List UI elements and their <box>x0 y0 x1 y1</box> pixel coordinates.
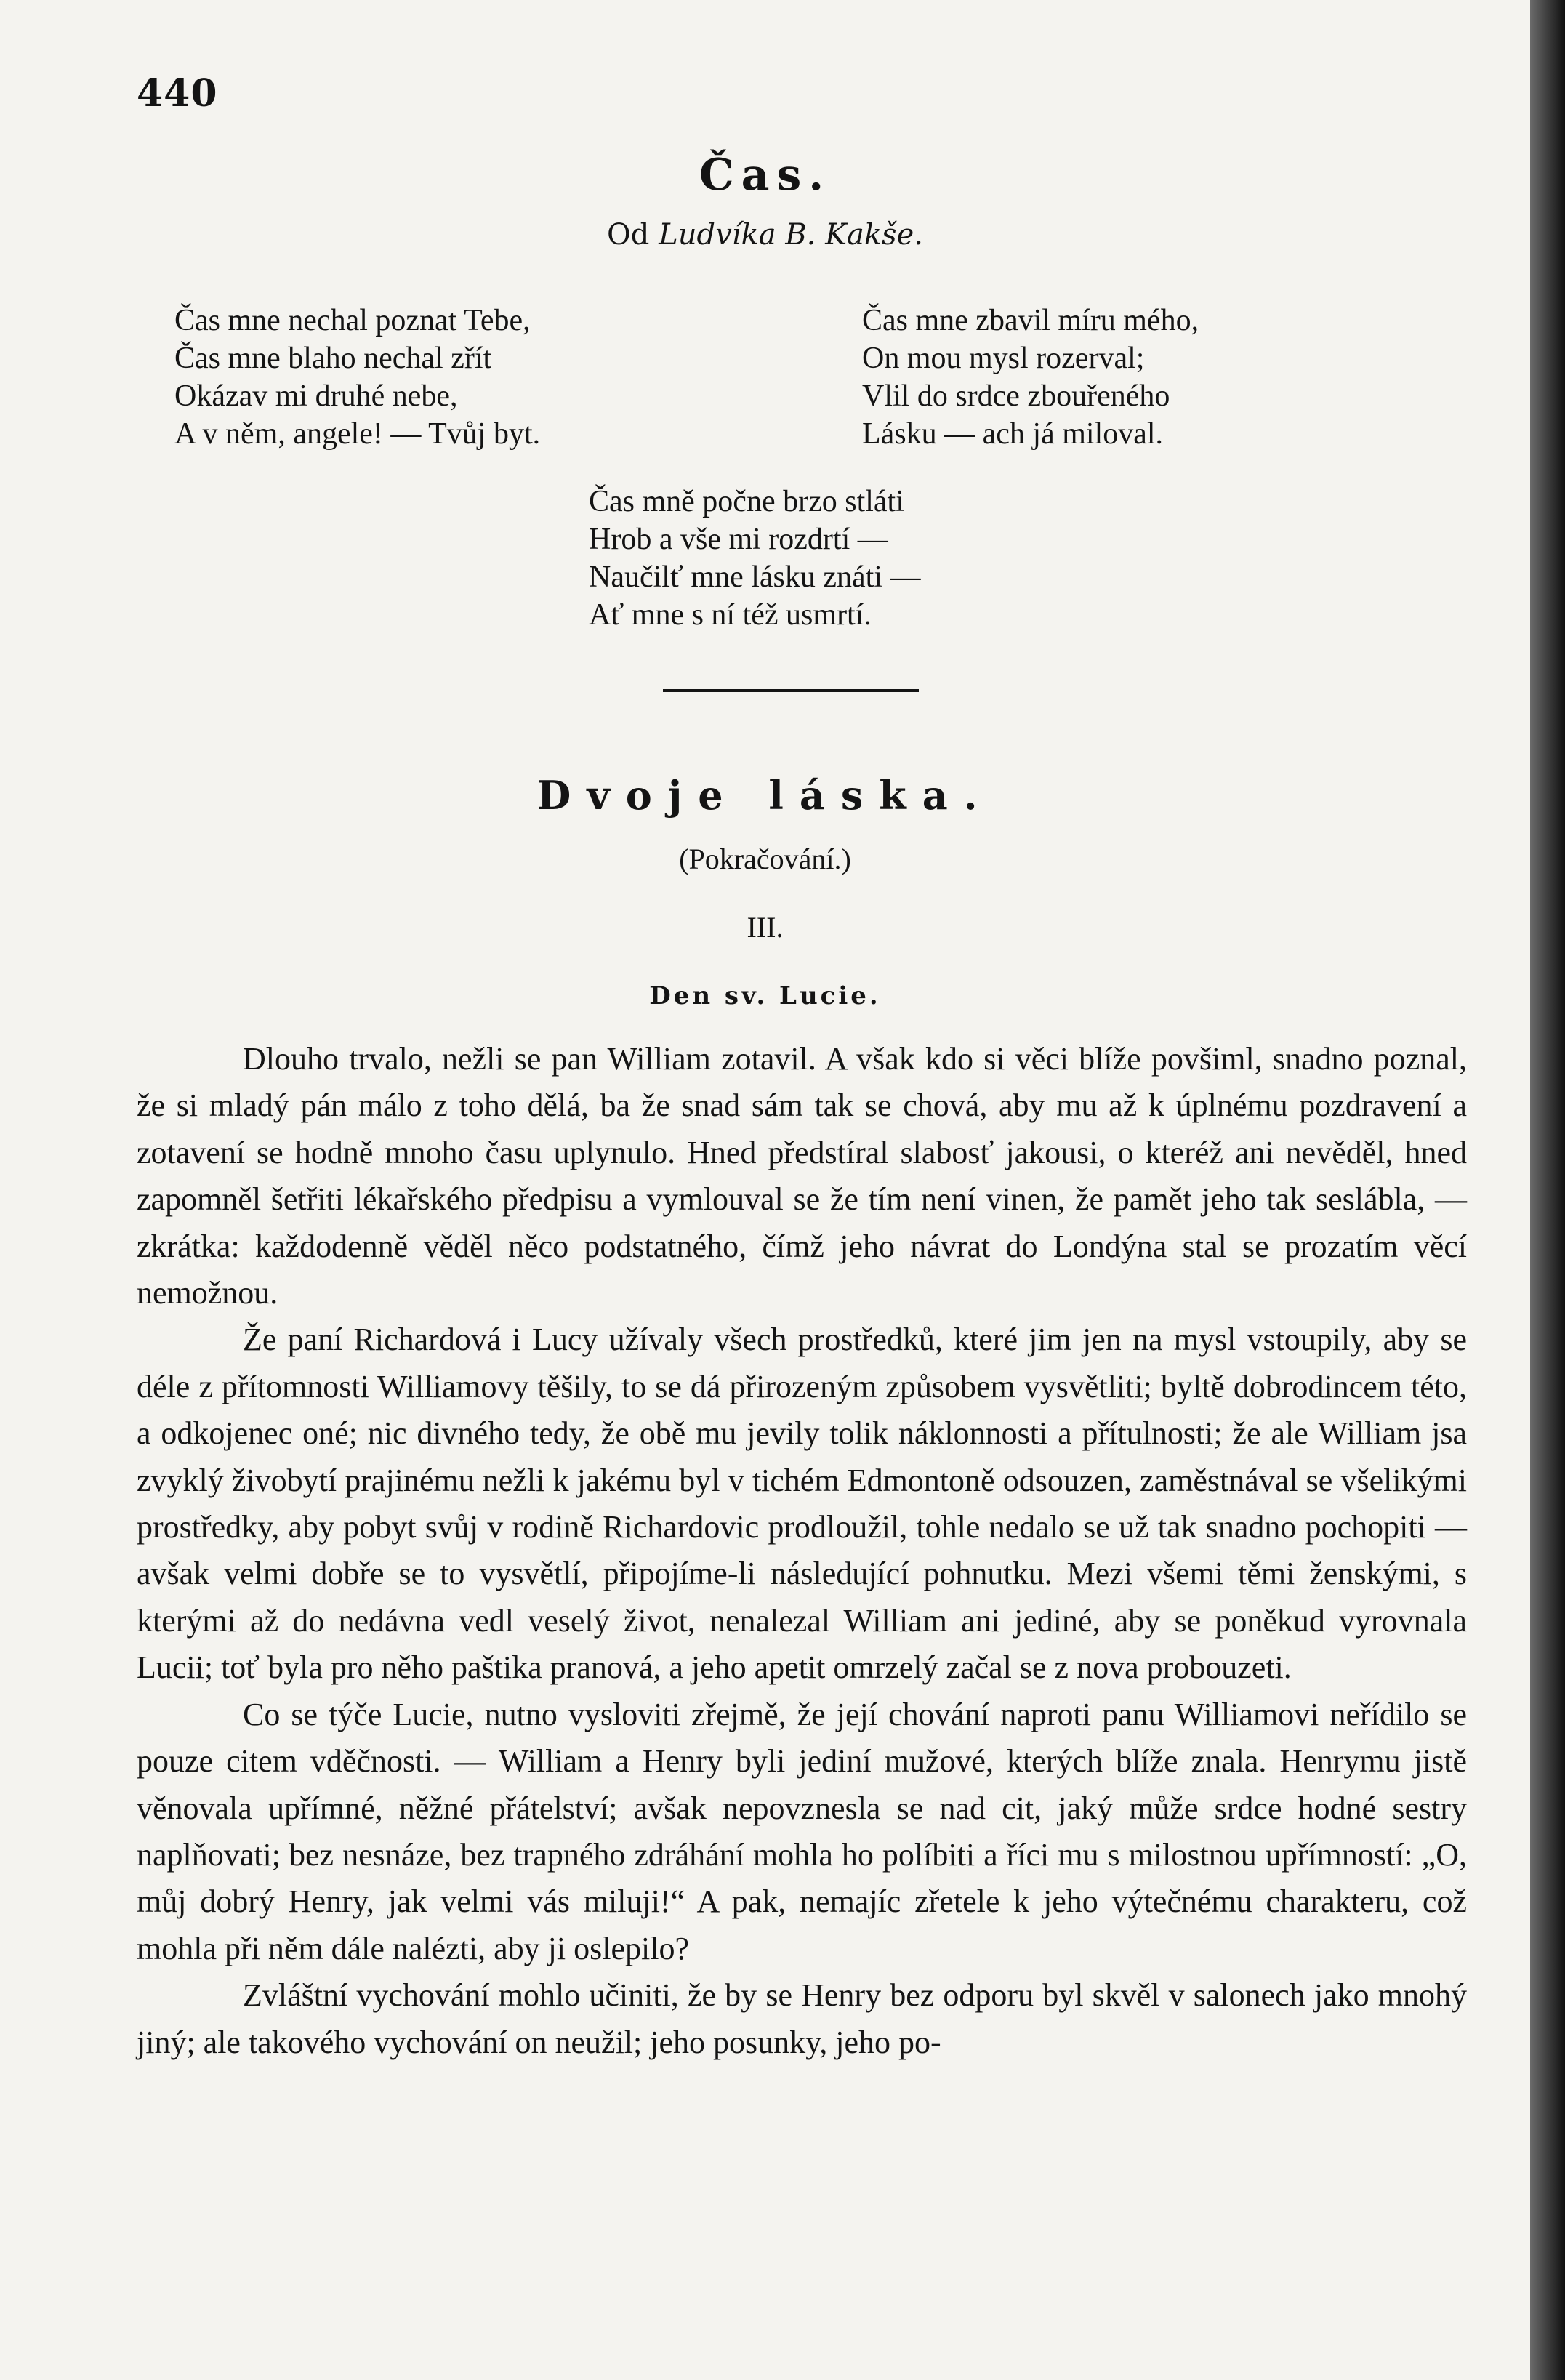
poem-author-prefix: Od <box>607 218 650 252</box>
paragraph: Zvláštní vychování mohlo učiniti, že by se Henry bez odporu byl skvěl v salonech jako mnohý jiný; ale takového vychování on neužil; jeho posunky, jeho po- <box>137 1977 1467 2060</box>
poem-line: Ať mne s ní též usmrtí. <box>589 598 872 632</box>
section-heading: Den sv. Lucie. <box>649 981 881 1010</box>
story-subtitle: (Pokračování.) <box>679 843 851 875</box>
poem-title: Čas. <box>699 150 832 201</box>
poem-line: On mou mysl rozerval; <box>862 342 1145 375</box>
paragraph: Dlouho trvalo, nežli se pan William zotavil. A však kdo si věci blíže povšiml, snadno poznal, že si mladý pán málo z toho dělá, ba že snad sám tak se chová, aby mu až k úplnému pozdravení a zotavení se hodně mnoho času uplynulo. Hned předstíral slabosť jakousi, o kteréž ani nevěděl, hned zapomněl šetřiti lékařského předpisu a vymlouval se že tím není vinen, že pamět jeho tak seslábla, — zkrátka: každodenně věděl něco podstatného, čímž jeho návrat do Londýna stal se prozatím věcí nemožnou. <box>137 1041 1467 1311</box>
poem-line: Čas mne nechal poznat Tebe, <box>174 304 531 337</box>
story-title: Dvoje láska. <box>536 772 994 819</box>
poem-line: Lásku — ach já miloval. <box>862 417 1164 451</box>
chapter-number: III. <box>747 911 784 944</box>
poem-line: Hrob a vše mi rozdrtí — <box>589 523 888 556</box>
poem-line: Okázav mi druhé nebe, <box>174 379 458 413</box>
poem-line: Vlil do srdce zbouřeného <box>862 379 1170 413</box>
poem-author <box>0 218 1530 252</box>
poem-stanza-2 <box>862 302 1199 453</box>
poem-line: Čas mne blaho nechal zřít <box>174 342 492 375</box>
poem-stanza-3 <box>589 483 920 634</box>
poem-stanza-1 <box>174 302 540 453</box>
poem-line: Čas mne zbavil míru mého, <box>862 304 1199 337</box>
section-divider <box>663 689 919 692</box>
story-body <box>137 1036 1467 2066</box>
poem-line: Čas mně počne brzo stláti <box>589 485 904 518</box>
page-number: 440 <box>137 71 218 116</box>
paragraph: Že paní Richardová i Lucy užívaly všech prostředků, které jim jen na mysl vstoupily, aby se déle z přítomnosti Williamovy těšily, to se dá přirozeným způsobem vysvětliti; byltě dobrodincem této, a odkojenec oné; nic divného tedy, že obě mu jevily tolik náklonnosti a přítulnosti; že ale William jsa zvyklý živobytí prajinému nežli k jakému byl v tichém Edmontoně odsouzen, zaměstnával se všelikými prostředky, aby pobyt svůj v rodině Richardovic prodloužil, tohle nedalo se už tak snadno pochopiti — avšak velmi dobře se to vysvětlí, připojíme-li následující pohnutku. Mezi všemi těmi ženskými, s kterými až do nedávna vedl veselý život, nenalezal William ani jediné, aby se poněkud vyrovnala Lucii; toť byla pro něho paštika pranová, a jeho apetit omrzelý začal se z nova probouzeti. <box>137 1322 1467 1686</box>
poem-author-name: Ludvíka B. Kakše. <box>659 218 923 252</box>
page-edge-shadow <box>1530 0 1565 2380</box>
paragraph: Co se týče Lucie, nutno vysloviti zřejmě, že její chování naproti panu Williamovi neřídilo se pouze citem vděčnosti. — William a Henry byli jediní mužové, kterých blíže znala. Henrymu jistě věnovala upřímné, něžné přátelství; avšak nepovznesla se nad cit, jaký může srdce hodné sestry naplňovati; bez nesnáze, bez trapného zdráhání mohla ho políbiti a říci mu s milostnou upřímností: „O, můj dobrý Henry, jak velmi vás miluji!“ A pak, nemajíc zřetele k jeho výtečnému charakteru, což mohla při něm dále nalézti, aby ji oslepilo? <box>137 1696 1467 1966</box>
poem-line: A v něm, angele! — Tvůj byt. <box>174 417 541 451</box>
poem-line: Naučilť mne lásku znáti — <box>589 560 921 594</box>
